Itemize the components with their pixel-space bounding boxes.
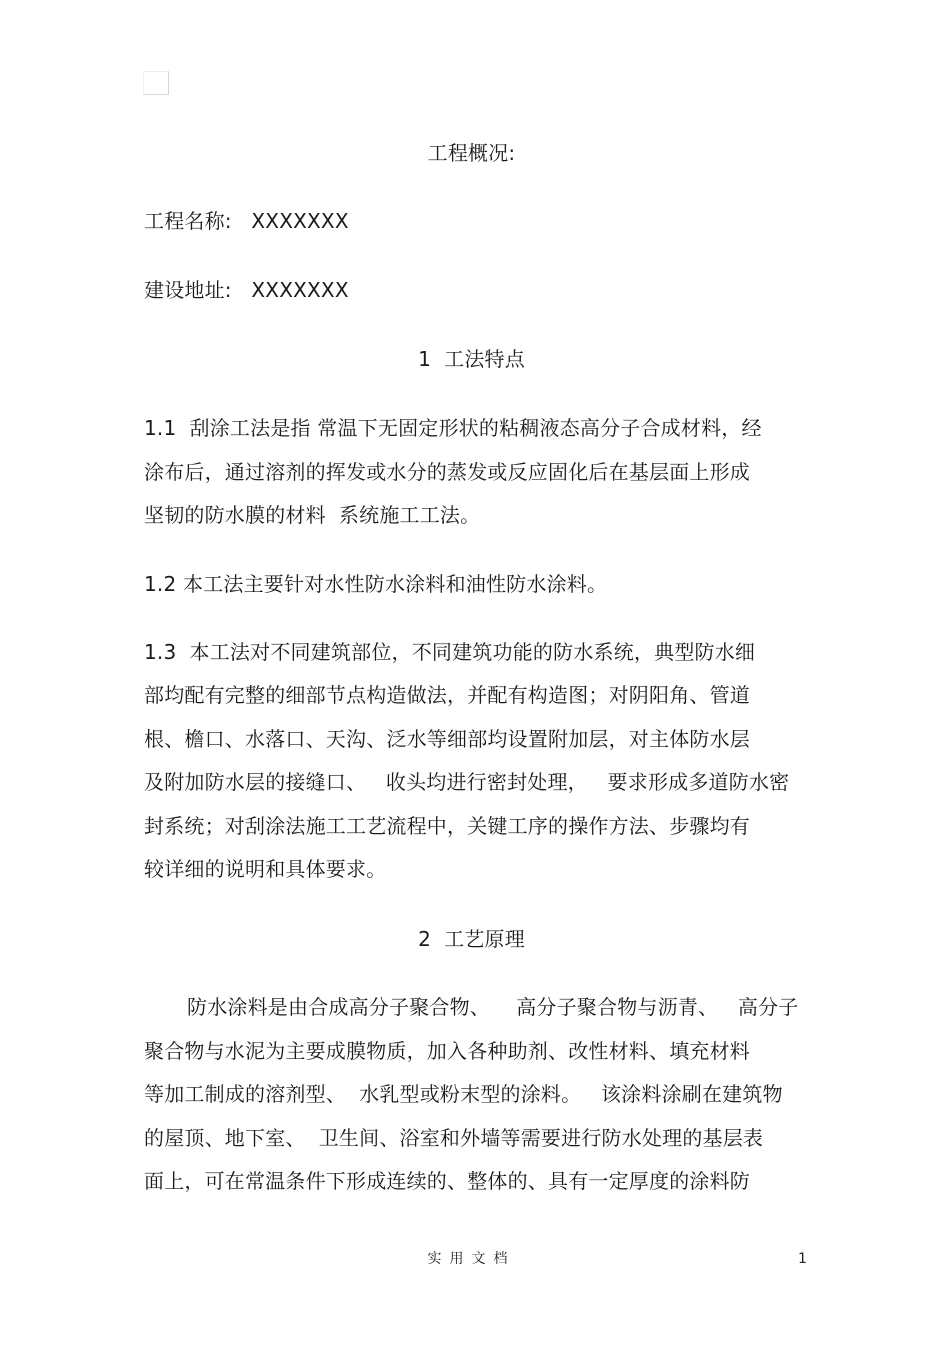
paragraph-1-3-line: 较详细的说明和具体要求。: [144, 857, 387, 881]
paragraph-1-3-line: 封系统；对刮涂法施工工艺流程中，关键工序的操作方法、步骤均有: [144, 814, 750, 838]
project-name-line: 工程名称: XXXXXXX: [144, 209, 349, 233]
page-number: 1: [798, 1251, 807, 1267]
paragraph-2-line: 防水涂料是由合成高分子聚合物、 高分子聚合物与沥青、 高分子: [187, 995, 799, 1019]
paragraph-1-3-line: 根、檐口、水落口、天沟、泛水等细部均设置附加层，对主体防水层: [144, 727, 750, 751]
overview-heading: 工程概况:: [427, 141, 516, 165]
section-2-title: 2 工艺原理: [418, 927, 525, 951]
paragraph-1-1-line: 1.1 刮涂工法是指 常温下无固定形状的粘稠液态高分子合成材料，经: [144, 416, 762, 440]
paragraph-1-3-line: 部均配有完整的细部节点构造做法，并配有构造图；对阴阳角、管道: [144, 683, 750, 707]
project-address-line: 建设地址: XXXXXXX: [144, 278, 349, 302]
paragraph-1-1-line: 涂布后，通过溶剂的挥发或水分的蒸发或反应固化后在基层面上形成: [144, 460, 750, 484]
paragraph-2-line: 聚合物与水泥为主要成膜物质，加入各种助剂、改性材料、填充材料: [144, 1039, 750, 1063]
section-1-title: 1 工法特点: [418, 347, 525, 371]
paragraph-2-line: 的屋顶、地下室、 卫生间、浴室和外墙等需要进行防水处理的基层表: [144, 1126, 764, 1150]
page-corner-mark: [143, 71, 169, 95]
paragraph-1-2: 1.2 本工法主要针对水性防水涂料和油性防水涂料。: [144, 572, 608, 596]
paragraph-2-line: 面上，可在常温条件下形成连续的、整体的、具有一定厚度的涂料防: [144, 1169, 750, 1193]
paragraph-1-3-line: 及附加防水层的接缝口、 收头均进行密封处理， 要求形成多道防水密: [144, 770, 790, 794]
paragraph-2-line: 等加工制成的溶剂型、 水乳型或粉末型的涂料。 该涂料涂刷在建筑物: [144, 1082, 783, 1106]
paragraph-1-1-line: 坚韧的防水膜的材料 系统施工工法。: [144, 503, 481, 527]
footer-label: 实用文档: [427, 1251, 516, 1267]
paragraph-1-3-line: 1.3 本工法对不同建筑部位，不同建筑功能的防水系统，典型防水细: [144, 640, 756, 664]
